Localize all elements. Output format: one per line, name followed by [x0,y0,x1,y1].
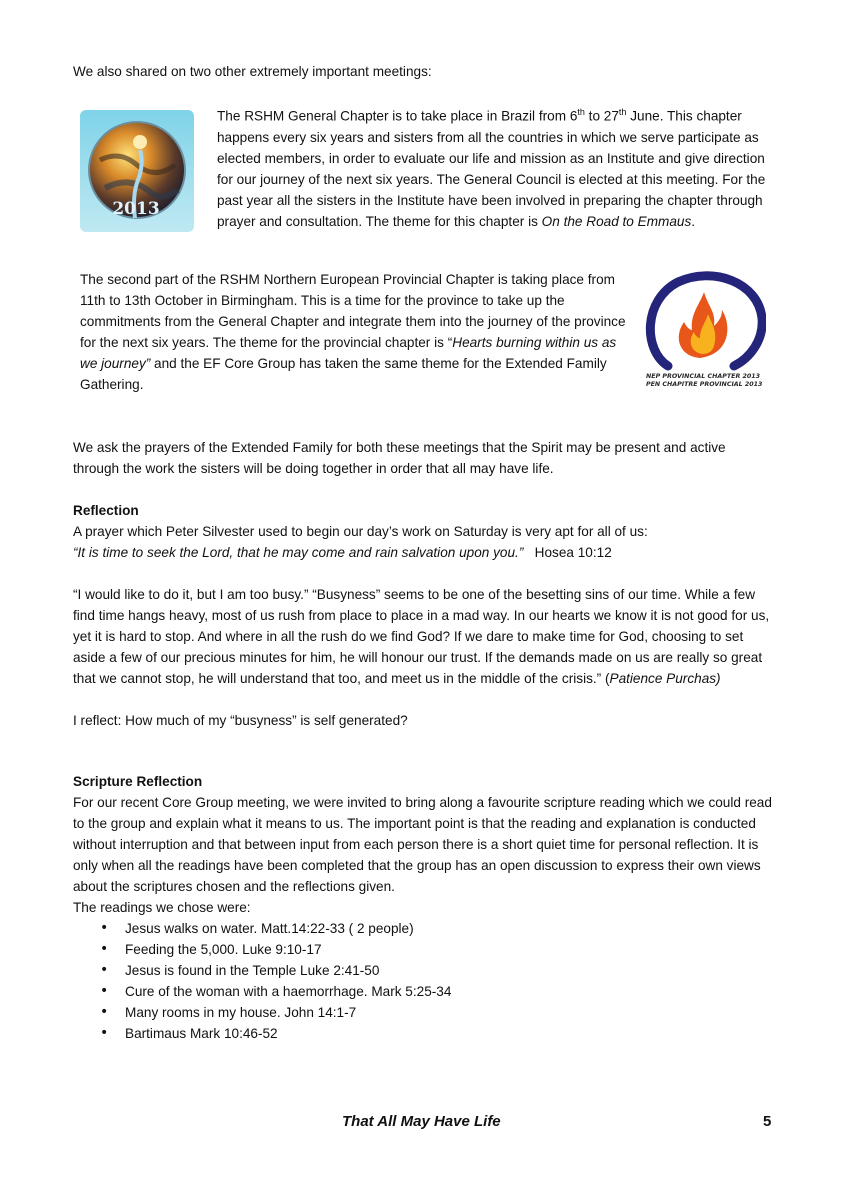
reflection-heading: Reflection [73,503,139,518]
list-item: • Bartimaus Mark 10:46-52 [73,1023,773,1044]
general-chapter-paragraph [217,102,769,232]
reflection-intro-line: A prayer which Peter Silvester used to begin our day’s work on Saturday is very apt for all of us: [73,524,648,539]
scripture-paragraph: For our recent Core Group meeting, we were invited to bring along a favourite scripture reading which we could read to the group and explain what it means to us. The important point is that the reading and explanation is conducted without interruption and that between input from each person there is a short quiet time for personal reflection. It is only when all the readings have been completed that the group has an open discussion to express their own views about the scriptures chosen and the reflections given. [73,795,772,894]
gc-theme: On the Road to Emmaus [541,213,692,229]
reflection-quote-line [73,542,773,563]
page-number: 5 [763,1113,772,1130]
list-item: • Jesus is found in the Temple Luke 2:41-50 [73,960,773,981]
logo-year-text: 2013 [112,199,160,219]
logo-line-1: NEP PROVINCIAL CHAPTER 2013 [646,373,761,380]
busyness-author: Patience Purchas) [609,671,721,686]
provincial-chapter-flame-logo [638,270,766,390]
pc-text-part-2: and the EF Core Group has taken the same theme for the Extended Family Gathering. [80,356,607,392]
footer-title: That All May Have Life [342,1113,501,1130]
intro-text: We also shared on two other extremely important meetings: [73,64,432,79]
provincial-chapter-paragraph [80,269,628,395]
gc-sup-2: th [618,107,627,117]
logo-line-2: PEN CHAPITRE PROVINCIAL 2013 [646,381,763,388]
gc-text-part-1: The RSHM General Chapter is to take place in Brazil from 6 [217,108,578,124]
busyness-paragraph [73,584,773,689]
scripture-section [73,771,773,1044]
list-item: • Many rooms in my house. John 14:1-7 [73,1002,773,1023]
busyness-text: “I would like to do it, but I am too busy.” “Busyness” seems to be one of the besetting sins of our time. While a few find time hangs heavy, most of us rush from place to place in a mad way. In our hearts we know it is not good for us, yet it is hard to stop. And where in all the rush do we find God? If we dare to make time for God, choosing to set aside a few of our precious minutes for him, he will honour our trust. If the demands made on us are really so great that we cannot stop, he will understand that too, and meet us in the middle of the crisis.” ( [73,587,770,686]
list-item: • Cure of the woman with a haemorrhage. Mark 5:25-34 [73,981,773,1002]
reflection-quote: “It is time to seek the Lord, that he may come and rain salvation upon you.” [73,545,524,560]
gc-sup-1: th [577,107,585,117]
gc-text-end: . [691,213,696,229]
reflection-section [73,500,773,731]
reflection-citation: Hosea 10:12 [523,545,612,560]
readings-list [73,918,773,1044]
gc-text-part-2: to 27 [584,108,619,124]
scripture-heading: Scripture Reflection [73,774,203,789]
gc-text-part-3: June. This chapter happens every six years and sisters from all the countries in which we serve participate as elected members, in order to evaluate our life and mission as an Institute and give direction for our journey of the next six years. The General Council is elected at this meeting. For the past year all the sisters in the Institute have been involved in preparing the chapter through prayer and consultation. The theme for this chapter is [217,108,766,229]
list-item: • Feeding the 5,000. Luke 9:10-17 [73,939,773,960]
pc-text-part-1: The second part of the RSHM Northern European Provincial Chapter is taking place from 11th to 13th October in Birmingham. This is a time for the province to take up the commitments from the General Chapter and integrate them into the journey of the province for the next six years. The theme for the provincial chapter is “ [80,272,626,350]
readings-intro: The readings we chose were: [73,900,251,915]
list-item: • Jesus walks on water. Matt.14:22-33 ( 2 people) [73,918,773,939]
pc-theme: Hearts burning within us as we journey” [80,335,617,371]
prayers-paragraph: We ask the prayers of the Extended Family for both these meetings that the Spirit may be present and active through the work the sisters will be doing together in order that all may have life. [73,440,726,476]
reflect-question: I reflect: How much of my “busyness” is self generated? [73,713,408,728]
general-chapter-globe-logo [80,110,194,232]
